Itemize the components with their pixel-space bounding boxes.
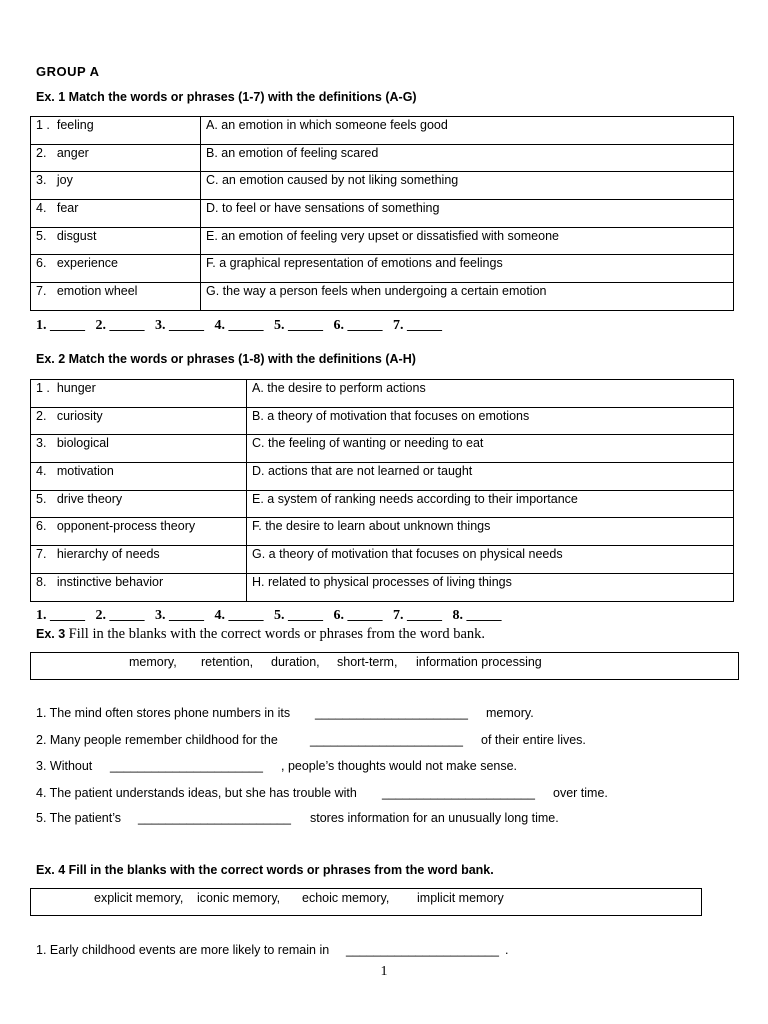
ex3-sentence-1: 1. The mind often stores phone numbers in its: [36, 706, 291, 720]
match-row: [31, 435, 734, 463]
definition-cell: E. an emotion of feeling very upset or dissatisfied with someone: [201, 227, 734, 255]
term-cell: 3. biological: [31, 435, 247, 463]
term-cell: 1 . feeling: [31, 117, 201, 145]
ex3-word-bank: [30, 652, 739, 680]
match-row: [31, 407, 734, 435]
ex3-sentence-2-end: of their entire lives.: [481, 733, 586, 747]
ex3-sentence-3-end: , people’s thoughts would not make sense.: [281, 759, 518, 773]
term-cell: 8. instinctive behavior: [31, 573, 247, 601]
match-row: [31, 172, 734, 200]
ex3-title-text: Fill in the blanks with the correct words or phrases from the word bank.: [68, 626, 486, 642]
ex4-sentence-1-end: .: [505, 943, 509, 957]
match-row: [31, 200, 734, 228]
definition-cell: A. an emotion in which someone feels good: [201, 117, 734, 145]
match-row: [31, 227, 734, 255]
word-bank-item: echoic memory,: [302, 891, 390, 905]
ex3-sentence-3: 3. Without: [36, 759, 93, 773]
ex3-blank-5[interactable]: ______________________: [138, 811, 291, 825]
match-row: [31, 380, 734, 408]
group-title: GROUP A: [36, 64, 100, 79]
term-cell: 2. anger: [31, 144, 201, 172]
word-bank-item: short-term,: [337, 655, 398, 669]
ex3-sentence-2: 2. Many people remember childhood for the: [36, 733, 278, 747]
ex3-sentence-4: 4. The patient understands ideas, but she has trouble with: [36, 786, 357, 800]
match-row: [31, 546, 734, 574]
ex3-title: [36, 626, 485, 643]
term-cell: 5. drive theory: [31, 490, 247, 518]
word-bank-item: implicit memory: [417, 891, 504, 905]
match-row: [31, 283, 734, 311]
term-cell: 3. joy: [31, 172, 201, 200]
ex4-sentence-1: 1. Early childhood events are more likely to remain in: [36, 943, 330, 957]
definition-cell: F. a graphical representation of emotions and feelings: [201, 255, 734, 283]
page-number: 1: [380, 964, 388, 979]
ex2-match-table: [30, 379, 734, 602]
ex3-blank-3[interactable]: ______________________: [110, 759, 263, 773]
definition-cell: C. the feeling of wanting or needing to eat: [247, 435, 734, 463]
definition-cell: H. related to physical processes of living things: [247, 573, 734, 601]
match-row: [31, 573, 734, 601]
ex4-blank-1[interactable]: ______________________: [346, 943, 499, 957]
term-cell: 4. fear: [31, 200, 201, 228]
ex3-sentence-5: 5. The patient’s: [36, 811, 122, 825]
definition-cell: B. an emotion of feeling scared: [201, 144, 734, 172]
ex1-answer-line: 1. _____ 2. _____ 3. _____ 4. _____ 5. _____ 6. _____ 7. _____: [36, 318, 442, 333]
definition-cell: B. a theory of motivation that focuses on emotions: [247, 407, 734, 435]
ex3-title-number: Ex. 3: [36, 627, 66, 641]
ex3-sentence-1-end: memory.: [486, 706, 534, 720]
ex4-word-bank: [30, 888, 702, 916]
match-row: [31, 490, 734, 518]
definition-cell: G. the way a person feels when undergoing a certain emotion: [201, 283, 734, 311]
ex3-blank-2[interactable]: ______________________: [310, 733, 463, 747]
definition-cell: E. a system of ranking needs according to their importance: [247, 490, 734, 518]
term-cell: 6. opponent-process theory: [31, 518, 247, 546]
definition-cell: A. the desire to perform actions: [247, 380, 734, 408]
definition-cell: D. to feel or have sensations of something: [201, 200, 734, 228]
term-cell: 4. motivation: [31, 463, 247, 491]
ex3-blank-1[interactable]: ______________________: [315, 706, 468, 720]
word-bank-item: memory,: [129, 655, 177, 669]
term-cell: 2. curiosity: [31, 407, 247, 435]
word-bank-item: retention,: [201, 655, 254, 669]
match-row: [31, 518, 734, 546]
match-row: [31, 117, 734, 145]
ex2-answer-line: 1. _____ 2. _____ 3. _____ 4. _____ 5. _____ 6. _____ 7. _____ 8. _____: [36, 608, 502, 623]
word-bank-item: iconic memory,: [197, 891, 281, 905]
definition-cell: F. the desire to learn about unknown things: [247, 518, 734, 546]
match-row: [31, 255, 734, 283]
word-bank-item: duration,: [271, 655, 320, 669]
match-row: [31, 144, 734, 172]
definition-cell: D. actions that are not learned or taught: [247, 463, 734, 491]
word-bank-item: information processing: [416, 655, 542, 669]
term-cell: 7. emotion wheel: [31, 283, 201, 311]
term-cell: 5. disgust: [31, 227, 201, 255]
ex3-blank-4[interactable]: ______________________: [382, 786, 535, 800]
ex4-title: Ex. 4 Fill in the blanks with the correct words or phrases from the word bank.: [36, 863, 494, 877]
term-cell: 1 . hunger: [31, 380, 247, 408]
definition-cell: G. a theory of motivation that focuses on physical needs: [247, 546, 734, 574]
ex1-title: Ex. 1 Match the words or phrases (1-7) with the definitions (A-G): [36, 90, 417, 104]
ex3-sentence-5-end: stores information for an unusually long time.: [310, 811, 559, 825]
term-cell: 6. experience: [31, 255, 201, 283]
match-row: [31, 463, 734, 491]
ex2-title: Ex. 2 Match the words or phrases (1-8) with the definitions (A-H): [36, 352, 416, 366]
ex3-sentence-4-end: over time.: [553, 786, 608, 800]
definition-cell: C. an emotion caused by not liking something: [201, 172, 734, 200]
term-cell: 7. hierarchy of needs: [31, 546, 247, 574]
word-bank-item: explicit memory,: [94, 891, 184, 905]
ex1-match-table: [30, 116, 734, 311]
